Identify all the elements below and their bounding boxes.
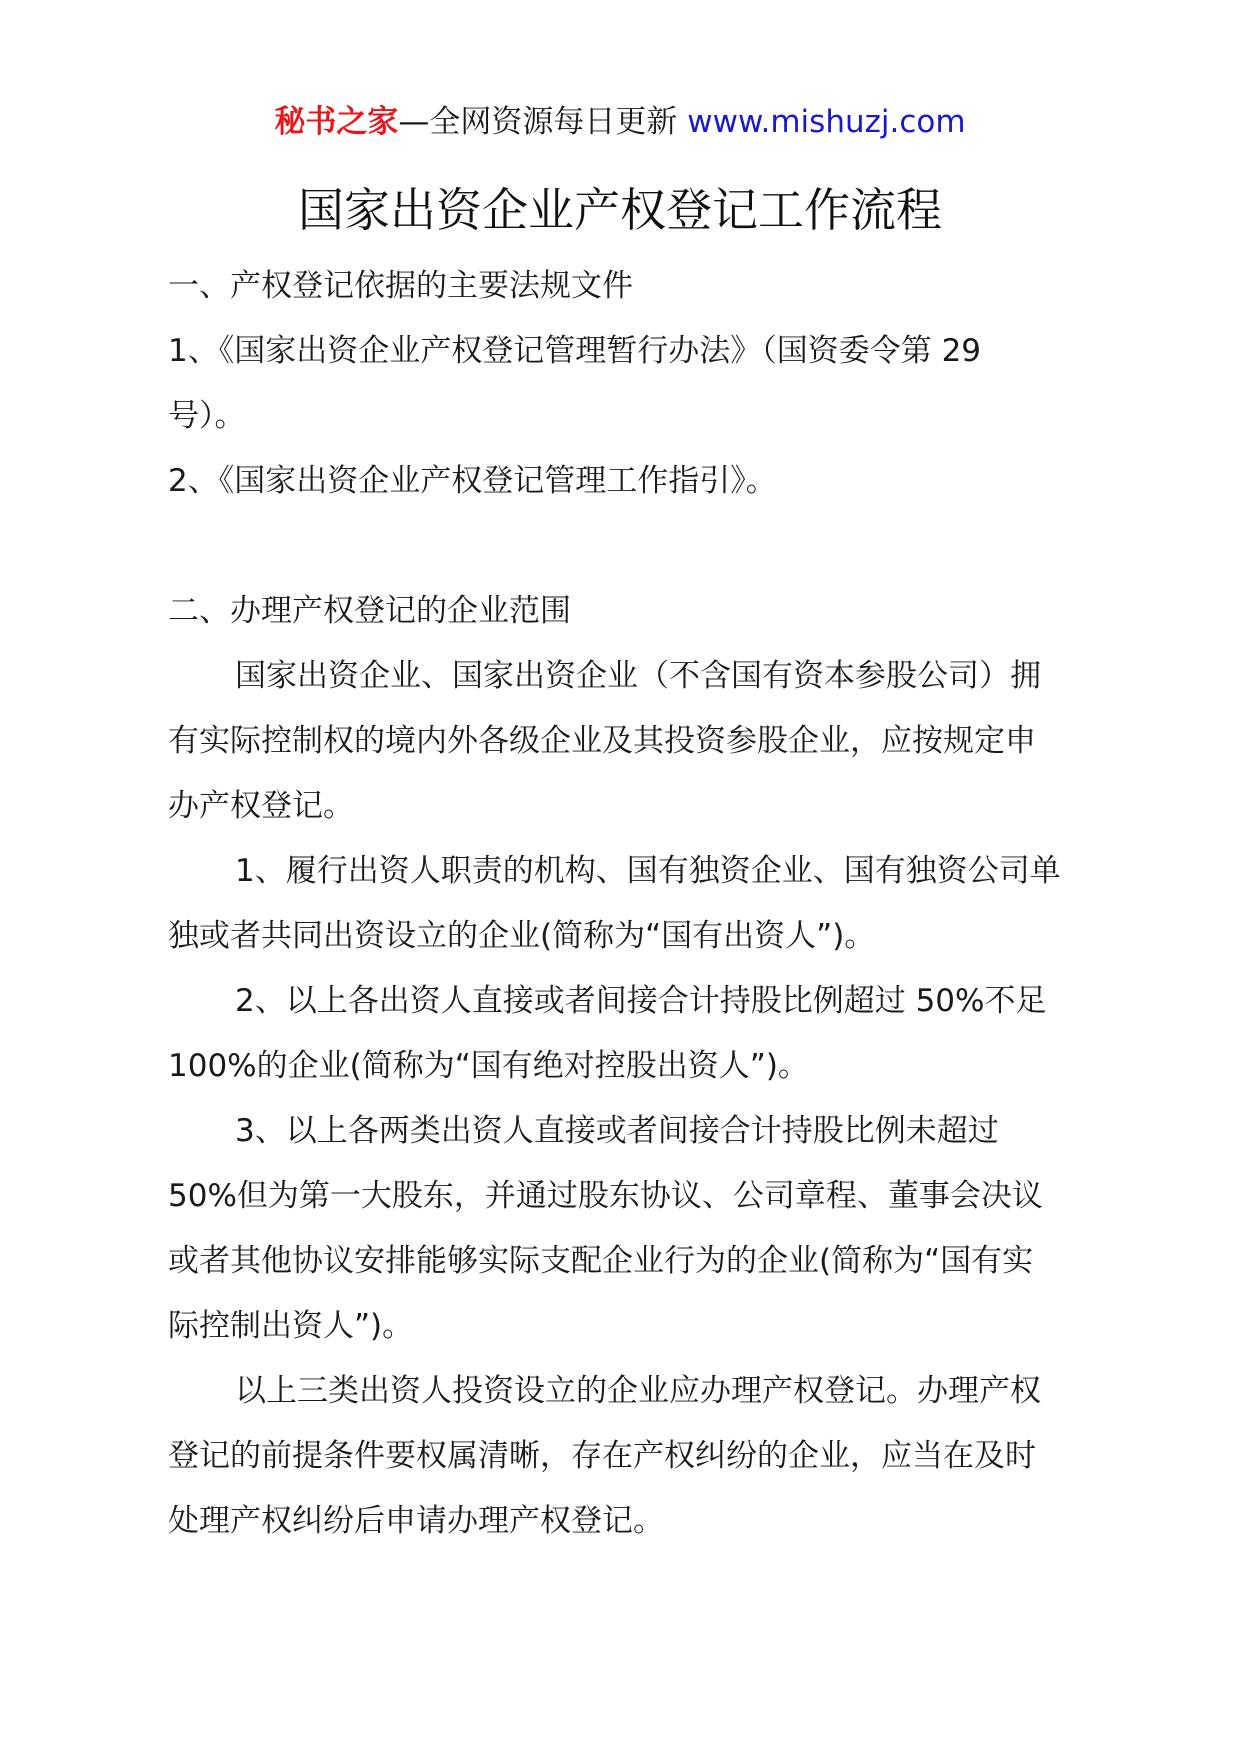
section-heading-1: 一、产权登记依据的主要法规文件 bbox=[168, 268, 633, 304]
scope-item-2-line-1: 2、以上各出资人直接或者间接合计持股比例超过 50%不足 bbox=[235, 983, 1047, 1019]
document-title: 国家出资企业产权登记工作流程 bbox=[298, 183, 942, 237]
closing-paragraph-line-3: 处理产权纠纷后申请办理产权登记。 bbox=[168, 1503, 664, 1539]
page-header bbox=[0, 100, 1240, 144]
scope-item-3-line-3: 或者其他协议安排能够实际支配企业行为的企业(简称为“国有实 bbox=[168, 1243, 1034, 1279]
scope-item-3-line-4: 际控制出资人”)。 bbox=[168, 1308, 414, 1344]
intro-paragraph-line-1: 国家出资企业、国家出资企业（不含国有资本参股公司）拥 bbox=[235, 658, 1041, 694]
scope-item-3-line-1: 3、以上各两类出资人直接或者间接合计持股比例未超过 bbox=[235, 1113, 999, 1149]
regulation-item-2: 2、《国家出资企业产权登记管理工作指引》。 bbox=[168, 463, 777, 499]
regulation-item-1-line-2: 号）。 bbox=[168, 398, 246, 434]
scope-item-1-line-2: 独或者共同出资设立的企业(简称为“国有出资人”)。 bbox=[168, 918, 876, 954]
blank-line bbox=[168, 514, 1128, 579]
regulation-item-1-line-1: 1、《国家出资企业产权登记管理暂行办法》（国资委令第 29 bbox=[168, 333, 982, 369]
scope-item-2-line-2: 100%的企业(简称为“国有绝对控股出资人”)。 bbox=[168, 1048, 809, 1084]
closing-paragraph-line-2: 登记的前提条件要权属清晰，存在产权纠纷的企业，应当在及时 bbox=[168, 1438, 1036, 1474]
brand-name: 秘书之家 bbox=[274, 104, 399, 140]
intro-paragraph-line-2: 有实际控制权的境内外各级企业及其投资参股企业，应按规定申 bbox=[168, 723, 1036, 759]
intro-paragraph-line-3: 办产权登记。 bbox=[168, 788, 354, 824]
site-url-link[interactable]: www.mishuzj.com bbox=[687, 104, 966, 140]
document-body bbox=[168, 254, 1128, 1554]
closing-paragraph-line-1: 以上三类出资人投资设立的企业应办理产权登记。办理产权 bbox=[235, 1373, 1041, 1409]
header-tagline: —全网资源每日更新 bbox=[398, 104, 678, 140]
section-heading-2: 二、办理产权登记的企业范围 bbox=[168, 593, 571, 629]
scope-item-3-line-2: 50%但为第一大股东，并通过股东协议、公司章程、董事会决议 bbox=[168, 1178, 1043, 1214]
scope-item-1-line-1: 1、履行出资人职责的机构、国有独资企业、国有独资公司单 bbox=[235, 853, 1061, 889]
